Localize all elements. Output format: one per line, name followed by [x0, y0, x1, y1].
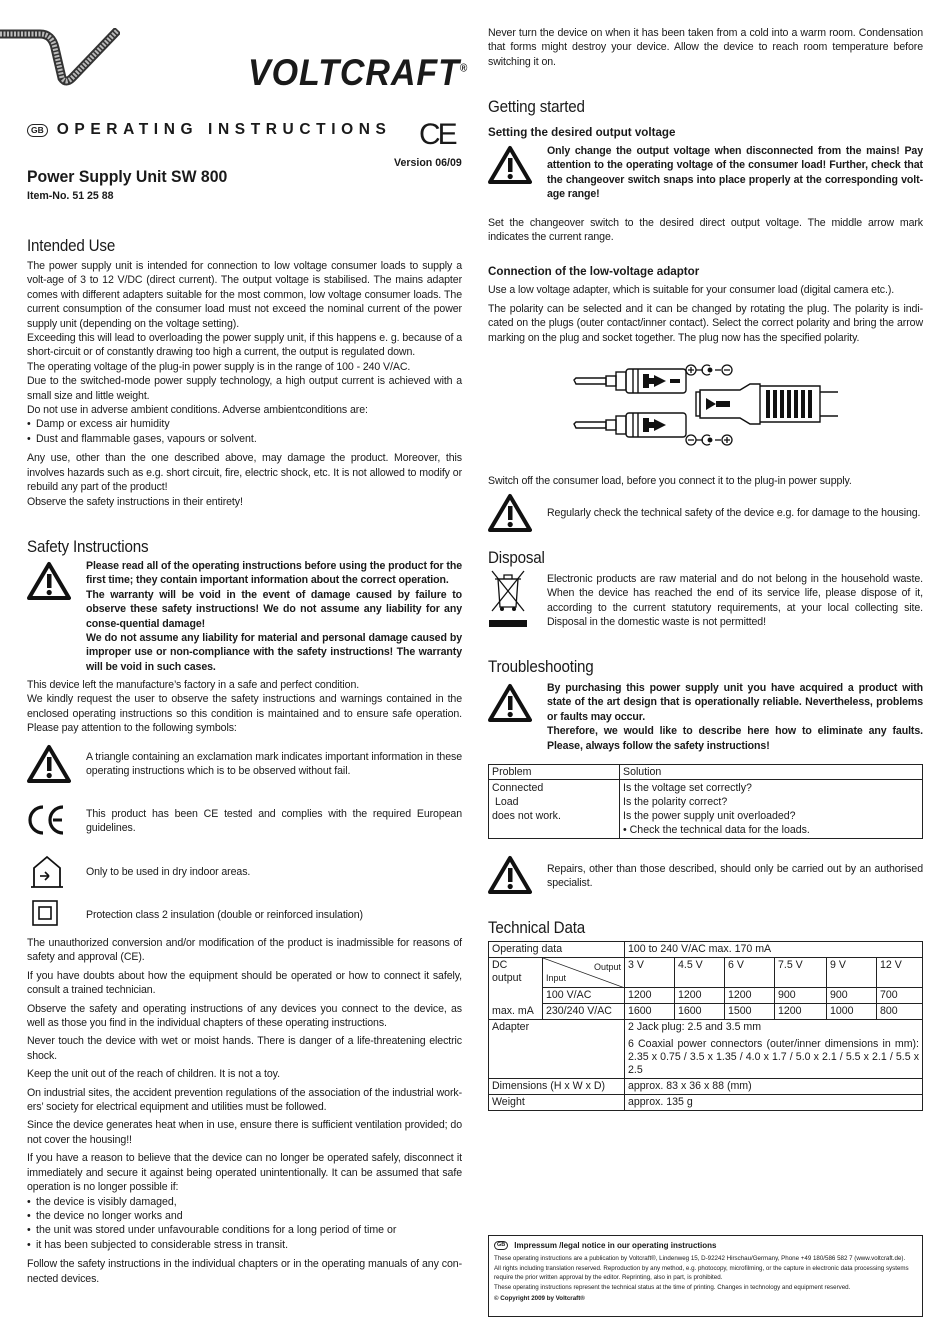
current-cell: 1200	[725, 988, 775, 1004]
voltage-cell: 9 V	[827, 958, 877, 988]
warning-triangle-icon	[27, 744, 71, 784]
table-row	[489, 988, 923, 1004]
protection-class-2-icon	[32, 900, 58, 926]
warning-triangle-icon	[488, 683, 532, 723]
symbol-triangle-text: A triangle containing an exclamation mark indicates important information in these operating instructions which is to be observed without fail.	[86, 751, 462, 778]
paragraph: Exceeding this will lead to overloading the power supply unit, if this happens e. g. because of a short-circuit or of constantly drawing too high a current, the output is regulated down.	[27, 332, 462, 359]
technical-data-table	[488, 941, 923, 1111]
warning-text: Please read all of the operating instructions before using the product for the first time; they contain important information about the correct operation.	[86, 560, 462, 587]
table-row	[489, 958, 923, 988]
problem-line: Connected	[492, 782, 544, 794]
warning-triangle-icon	[488, 145, 532, 185]
impressum-header	[494, 1241, 917, 1250]
impressum-copyright: © Copyright 2009 by Voltcraft®	[494, 1294, 585, 1302]
warning-text: The warranty will be void in the event of damage caused by failure to observe these safety instructions! We do not assume any liability for any conse-quential damage!	[86, 588, 462, 630]
problem-line: does not work.	[492, 810, 561, 822]
problem-line: Load	[492, 796, 519, 808]
label-cell: Dimensions (H x W x D)	[489, 1079, 625, 1095]
output-label: Output	[593, 962, 621, 972]
unsafe-conditions-list	[27, 1195, 462, 1253]
value-cell: approx. 83 x 36 x 88 (mm)	[625, 1079, 923, 1095]
version-label: Version 06/09	[394, 157, 462, 169]
paragraph: Observe the safety and operating instructions of any devices you connect to the device, as well as those you find in the individual chapters of these operating instructions.	[27, 1002, 462, 1030]
table-row	[489, 1004, 923, 1020]
heading-row	[27, 121, 392, 139]
impressum-title: Impressum /legal notice in our operating instructions	[514, 1241, 717, 1250]
table-row	[489, 1079, 923, 1095]
paragraph: The power supply unit is intended for connection to low voltage consumer loads to supply a volt-age of 3 to 12 V/DC (direct current). The output voltage is stabilised. The mains adapter comes with different adapters suitable for the most common, low voltage consumer loads. The current consumption of the consumer load must not exceed the nominal current of the power supply unit (depending on the voltage setting).	[27, 260, 462, 330]
paragraph: Follow the safety instructions in the individual chapters or in the operating manuals of any con-nected devices.	[27, 1258, 462, 1285]
indoor-house-icon	[29, 854, 65, 888]
list-item: • it has been subjected to considerable stress in transit.	[27, 1238, 462, 1252]
current-cell: 800	[877, 1004, 923, 1020]
table-row	[489, 942, 923, 958]
paragraph: Never touch the device with wet or moist hands. There is danger of a life-threatening electric shock.	[27, 1035, 462, 1062]
disposal-title: Disposal	[488, 549, 545, 567]
input-voltage-cell: 230/240 V/AC	[543, 1004, 625, 1020]
warning-text: We do not assume any liability for material and personal damage caused by improper use or non-compliance with the safety instructions! The warranty will be void in such cases.	[86, 632, 462, 673]
brand-logo	[248, 52, 468, 94]
safety-intro	[27, 678, 462, 736]
warning-triangle-icon	[488, 493, 532, 533]
getting-started-title: Getting started	[488, 98, 585, 116]
paragraph: On industrial sites, the accident prevention regulations of the association of the industrial work-ers’ society for electrical equipment and utilities must be followed.	[27, 1086, 462, 1114]
setting-paragraph: Set the changeover switch to the desired direct output voltage. The middle arrow mark indicates the current range.	[488, 217, 923, 244]
current-cell: 1500	[725, 1004, 775, 1020]
current-cell: 1600	[625, 1004, 675, 1020]
table-row	[489, 1095, 923, 1111]
list-item: • Dust and flammable gases, vapours or solvent.	[27, 432, 462, 446]
repair-warning-text: Repairs, other than those described, should only be carried out by an authorised specialist.	[547, 863, 923, 890]
item-number: Item-No. 51 25 88	[27, 190, 114, 202]
table-row	[489, 780, 923, 839]
condensation-paragraph: Never turn the device on when it has been taken from a cold into a warm room. Condensation that forms might destroy your device. Allow the device to reach room temperature before switching it on.	[488, 27, 923, 68]
language-badge: GB	[494, 1241, 508, 1250]
document-heading: OPERATING INSTRUCTIONS	[56, 121, 392, 138]
ce-mark-icon: CE	[419, 118, 455, 151]
value-cell: 100 to 240 V/AC max. 170 mA	[625, 942, 923, 958]
setting-voltage-title: Setting the desired output voltage	[488, 126, 676, 139]
impressum-line: These operating instructions are a publication by Voltcraft®, Lindenweg 15, D-92242 Hirschau/Germany, Phone +49 180/586 582 7 (www.voltcraft.de).	[494, 1255, 906, 1262]
list-item: • the device is visibly damaged,	[27, 1195, 462, 1209]
safety-body	[27, 936, 462, 1286]
paragraph: Due to the switched-mode power supply technology, a high output current is achieved with a small size and little weight.	[27, 375, 462, 402]
table-header-row	[489, 765, 923, 780]
symbol-indoor-text: Only to be used in dry indoor areas.	[86, 866, 251, 878]
product-title: Power Supply Unit SW 800	[27, 167, 228, 186]
current-cell: 700	[877, 988, 923, 1004]
safety-title: Safety Instructions	[27, 538, 149, 556]
column-header-problem: Problem	[489, 765, 620, 780]
paragraph: The unauthorized conversion and/or modification of the product is inadmissible for reasons of safety and approval (CE).	[27, 937, 462, 964]
troubleshooting-table	[488, 764, 923, 839]
voltage-cell: 12 V	[877, 958, 923, 988]
current-cell: 900	[775, 988, 827, 1004]
impressum-box	[488, 1235, 923, 1317]
connection-title: Connection of the low-voltage adaptor	[488, 265, 700, 278]
troubleshooting-warning	[547, 681, 923, 753]
intended-use-title: Intended Use	[27, 237, 116, 255]
output-input-cell	[543, 958, 625, 988]
input-label: Input	[546, 973, 567, 983]
warning-text: By purchasing this power supply unit you have acquired a product with state of the art design that is operationally reliable. Nevertheless, problems or faults may occur.	[547, 682, 923, 723]
ce-mark-icon	[27, 804, 67, 836]
paragraph: Observe the safety instructions in their entirety!	[27, 495, 243, 508]
solution-cell	[620, 780, 923, 839]
current-cell: 1000	[827, 1004, 877, 1020]
list-item: • Damp or excess air humidity	[27, 417, 462, 431]
table-row	[489, 1020, 923, 1079]
symbol-insulation-text: Protection class 2 insulation (double or reinforced insulation)	[86, 909, 363, 921]
voltage-cell: 4.5 V	[675, 958, 725, 988]
paragraph: We kindly request the user to observe the safety instructions and warnings contained in the enclosed operating instructions so this condition is maintained and to ensure safe operation. Please pay attention to the following symbols:	[27, 693, 462, 735]
value-cell	[625, 1020, 923, 1079]
brand-registered: ®	[459, 62, 469, 75]
intended-use-body	[27, 259, 462, 509]
technical-data-title: Technical Data	[488, 919, 586, 937]
paragraph: If you have a reason to believe that the device can no longer be operated safely, disconnect it immediately and secure it against being operated unintentionally. It can be assumed that safe operation is no longer possible if:	[27, 1152, 462, 1194]
adverse-conditions-list	[27, 417, 462, 446]
voltage-cell: 3 V	[625, 958, 675, 988]
input-voltage-cell: 100 V/AC	[543, 988, 625, 1004]
paragraph: Do not use in adverse ambient conditions. Adverse ambientconditions are:	[27, 404, 368, 417]
label-cell: Operating data	[489, 942, 625, 958]
voltage-cell: 7.5 V	[775, 958, 827, 988]
paragraph: This device left the manufacture’s factory in a safe and perfect condition.	[27, 679, 360, 691]
symbol-ce-text: This product has been CE tested and complies with the required European guidelines.	[86, 808, 462, 835]
label-cell: Adapter	[489, 1020, 625, 1079]
paragraph: Since the device generates heat when in use, ensure there is sufficient ventilation provided; do not cover the housing!!	[27, 1119, 462, 1146]
language-badge: GB	[27, 124, 48, 137]
safety-warning	[86, 559, 462, 674]
impressum-line: These operating instructions represent the technical status at the time of printing. Changes in technology and equipment reserved.	[494, 1284, 851, 1292]
solution-line: • Check the technical data for the loads.	[623, 824, 810, 836]
list-item: • the unit was stored under unfavourable conditions for a long period of time or	[27, 1223, 462, 1237]
current-cell: 1600	[675, 1004, 725, 1020]
paragraph: The operating voltage of the plug-in power supply is in the range of 100 - 240 V/AC.	[27, 360, 411, 373]
value-cell: approx. 135 g	[625, 1095, 923, 1111]
polarity-plug-diagram	[570, 362, 840, 448]
connection-paragraph: Use a low voltage adapter, which is suitable for your consumer load (digital camera etc.).	[488, 284, 895, 296]
check-warning-text: Regularly check the technical safety of the device e.g. for damage to the housing.	[547, 507, 921, 519]
disposal-paragraph: Electronic products are raw material and do not belong in the household waste. When the device has reached the end of its service life, please dispose of it, according to the current statutory requirements, at your local collecting site. Disposal in the domestic waste is not permitted!	[547, 573, 923, 629]
warning-text: Therefore, we would like to describe here how to eliminate any faults. Please, always follow the safety instructions!	[547, 725, 923, 752]
polarity-paragraph: The polarity can be selected and it can be changed by rotating the plug. The polarity is indi-cated on the plugs (outer contact/inner contact). Select the correct polarity and bring the arrow marking on the plug and socket together. The plug now has the specified polarity.	[488, 303, 923, 344]
current-cell: 1200	[775, 1004, 827, 1020]
crossed-bin-icon	[488, 567, 528, 629]
label-cell: Weight	[489, 1095, 625, 1111]
current-cell: 1200	[625, 988, 675, 1004]
warning-triangle-icon	[488, 855, 532, 895]
paragraph: If you have doubts about how the equipment should be operated or how to connect it safely, consult a trained technician.	[27, 969, 462, 997]
troubleshooting-title: Troubleshooting	[488, 658, 594, 676]
max-ma-cell: max. mA	[489, 1004, 543, 1020]
setting-warning-text: Only change the output voltage when disconnected from the mains! Pay attention to the operating voltage of the consumer load! Further, check that the changeover switch snaps into place properly at the corresponding volt-age range!	[547, 145, 923, 201]
list-item: • the device no longer works and	[27, 1209, 462, 1223]
column-header-solution: Solution	[620, 765, 923, 780]
switch-off-paragraph: Switch off the consumer load, before you connect it to the plug-in power supply.	[488, 475, 852, 487]
brand-name: VOLTCRAFT	[248, 52, 460, 93]
solution-line: Is the voltage set correctly?	[623, 782, 752, 794]
paragraph: Any use, other than the one described above, may damage the product. Moreover, this involves hazards such as e.g. short circuit, fire, electric shock, etc. It is not allowed to modify or rebuild any part of the product!	[27, 452, 462, 494]
voltage-cell: 6 V	[725, 958, 775, 988]
dc-output-cell: DC output	[489, 958, 543, 1004]
current-cell: 900	[827, 988, 877, 1004]
header-swoosh	[0, 28, 120, 86]
impressum-line: All rights including translation reserved. Reproduction by any method, e.g. photocopy, microfilming, or the capture in electronic data processing systems require the prior written approval by the editor. Reprinting, also in part, is prohibited.	[494, 1265, 909, 1281]
problem-cell	[489, 780, 620, 839]
warning-triangle-icon	[27, 561, 71, 601]
paragraph: Keep the unit out of the reach of children. It is not a toy.	[27, 1068, 280, 1081]
current-cell: 1200	[675, 988, 725, 1004]
adapter-line: 6 Coaxial power connectors (outer/inner dimensions in mm): 2.35 x 0.75 / 3.5 x 1.35 / 4.0 x 1.7 / 5.0 x 2.1 / 5.5 x 2.1 / 5.5 x 2.5	[628, 1038, 919, 1076]
solution-line: Is the polarity correct?	[623, 796, 728, 808]
solution-line: Is the power supply unit overloaded?	[623, 810, 796, 822]
adapter-line: 2 Jack plug: 2.5 and 3.5 mm	[628, 1021, 762, 1033]
